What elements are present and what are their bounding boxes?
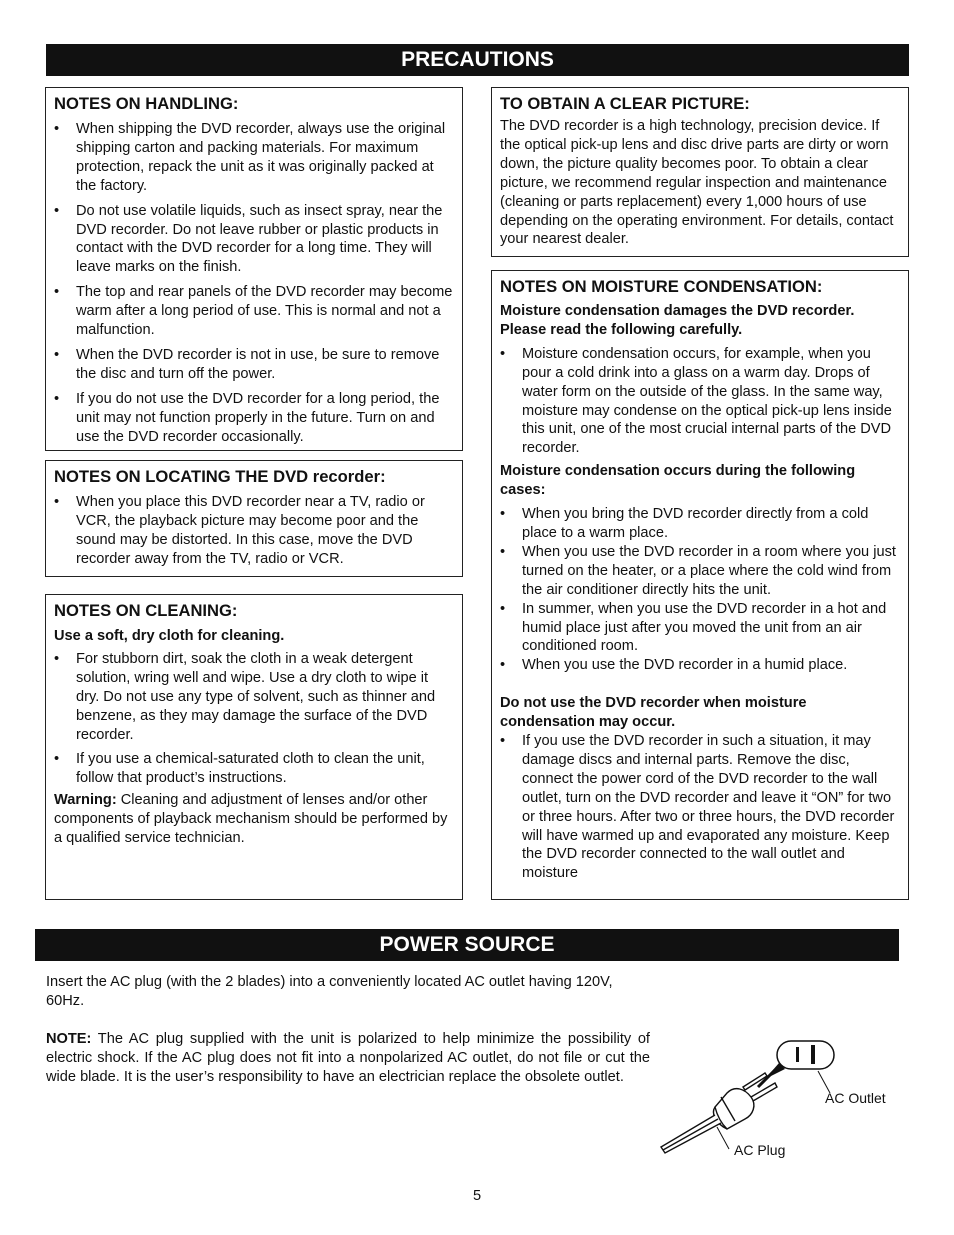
clear-picture-heading: TO OBTAIN A CLEAR PICTURE: <box>500 94 750 113</box>
list-item: • When you bring the DVD recorder directly from a cold place to a warm place. <box>500 505 900 543</box>
plug-leader-line <box>717 1127 729 1149</box>
cleaning-warning <box>54 791 454 848</box>
list-item: • When the DVD recorder is not in use, be sure to remove the disc and turn off the power. <box>54 346 454 384</box>
note-text: The AC plug supplied with the unit is polarized to help minimize the possibility of electric shock. If the AC plug does not fit into a nonpolarized AC outlet, do not file or cut the wide blade. It is the user’s responsibility to have an electrician replace the obsolete outlet. <box>46 1031 650 1085</box>
moisture-heading: NOTES ON MOISTURE CONDENSATION: <box>500 277 823 296</box>
moisture-list-3 <box>500 732 900 883</box>
clear-picture-text: The DVD recorder is a high technology, precision device. If the optical pick-up lens and disc drive parts are dirty or worn down, the picture quality becomes poor. To obtain a clear picture, we recommend regular inspection and maintenance (cleaning or parts replacement) every 1,000 hours of use depending on the operating environment. For details, contact your nearest dealer. <box>500 118 894 248</box>
power-note <box>46 1030 650 1087</box>
list-item: • For stubborn dirt, soak the cloth in a weak detergent solution, wring well and wipe. Use a dry cloth to wipe it dry. Do not use any type of solvent, such as thinner and benzene, as they may damage the surface of the DVD recorder. <box>54 650 454 745</box>
warning-text: Cleaning and adjustment of lenses and/or other components of playback mechanism should be performed by a qualified service technician. <box>54 792 448 847</box>
list-item: • If you use the DVD recorder in such a situation, it may damage discs and internal parts. Remove the disc, connect the power cord of the DVD recorder to the wall outlet, turn on the DVD recorder and leave it “ON” for two or three hours. After two or three hours, the DVD recorder will have warmed up and evaporated any moisture. Keep the DVD recorder connected to the wall outlet and moisture <box>500 732 900 883</box>
moisture-warning-heading: Do not use the DVD recorder when moisture condensation may occur. <box>500 695 807 731</box>
moisture-box <box>491 270 909 900</box>
list-item: • If you use a chemical-saturated cloth to clean the unit, follow that product’s instructions. <box>54 750 454 788</box>
list-item: • When you place this DVD recorder near a TV, radio or VCR, the playback picture may become poor and the sound may be distorted. In this case, move the DVD recorder away from the TV, radio or VCR. <box>54 493 454 569</box>
note-label: NOTE: <box>46 1031 92 1047</box>
notes-cleaning-heading: NOTES ON CLEANING: <box>54 601 238 620</box>
page-number: 5 <box>472 1188 482 1204</box>
power-source-banner <box>35 929 899 961</box>
power-source-text <box>46 973 650 1087</box>
precautions-title: PRECAUTIONS <box>401 48 554 71</box>
list-item: • Moisture condensation occurs, for example, when you pour a cold drink into a glass on a warm day. Drops of water form on the outside of the glass. In the same way, moisture may condense on the optical pick-up lens inside this unit, one of the most crucial internal parts of the DVD recorder. <box>500 345 900 458</box>
list-item: • If you do not use the DVD recorder for a long period, the unit may not function properly in the future. Turn on and use the DVD recorder occasionally. <box>54 390 454 447</box>
clear-picture-box <box>491 87 909 257</box>
power-source-title: POWER SOURCE <box>379 933 555 956</box>
precautions-banner <box>46 44 909 76</box>
list-item: • In summer, when you use the DVD recorder in a hot and humid place just after you moved the unit from an air conditioned room. <box>500 600 900 657</box>
notes-handling-list <box>54 120 454 447</box>
notes-handling-heading: NOTES ON HANDLING: <box>54 94 239 113</box>
notes-cleaning-box <box>45 594 463 900</box>
list-item: • When you use the DVD recorder in a room where you just turned on the heater, or a place where the cold wind from the air conditioner directly hits the unit. <box>500 543 900 600</box>
moisture-cases-heading: Moisture condensation occurs during the following cases: <box>500 463 856 499</box>
notes-locating-list <box>54 493 454 569</box>
warning-label: Warning: <box>54 792 117 809</box>
list-item: • When shipping the DVD recorder, always use the original shipping carton and packing materials. For maximum protection, repack the unit as it was originally packed at the factory. <box>54 120 454 196</box>
cleaning-intro: Use a soft, dry cloth for cleaning. <box>54 628 285 644</box>
list-item: • When you use the DVD recorder in a humid place. <box>500 656 900 675</box>
ac-plug-outlet-figure <box>655 1035 845 1155</box>
ac-plug-label: AC Plug <box>734 1142 786 1158</box>
ac-outlet-label: AC Outlet <box>825 1090 886 1106</box>
power-para-1: Insert the AC plug (with the 2 blades) into a conveniently located AC outlet having 120V, 60Hz. <box>46 974 613 1009</box>
notes-handling-box <box>45 87 463 451</box>
moisture-list-1 <box>500 345 900 458</box>
list-item: • Do not use volatile liquids, such as insect spray, near the DVD recorder. Do not leave rubber or plastic products in contact with the DVD recorder for a long time. They will leave marks on the finish. <box>54 202 454 278</box>
list-item: • The top and rear panels of the DVD recorder may become warm after a long period of use. This is normal and not a malfunction. <box>54 283 454 340</box>
notes-locating-box <box>45 460 463 577</box>
moisture-list-2 <box>500 505 900 675</box>
ac-outlet-icon <box>777 1041 834 1069</box>
moisture-intro: Moisture condensation damages the DVD recorder. Please read the following carefully. <box>500 303 855 338</box>
notes-cleaning-list <box>54 650 454 788</box>
notes-locating-heading: NOTES ON LOCATING THE DVD recorder: <box>54 467 386 486</box>
